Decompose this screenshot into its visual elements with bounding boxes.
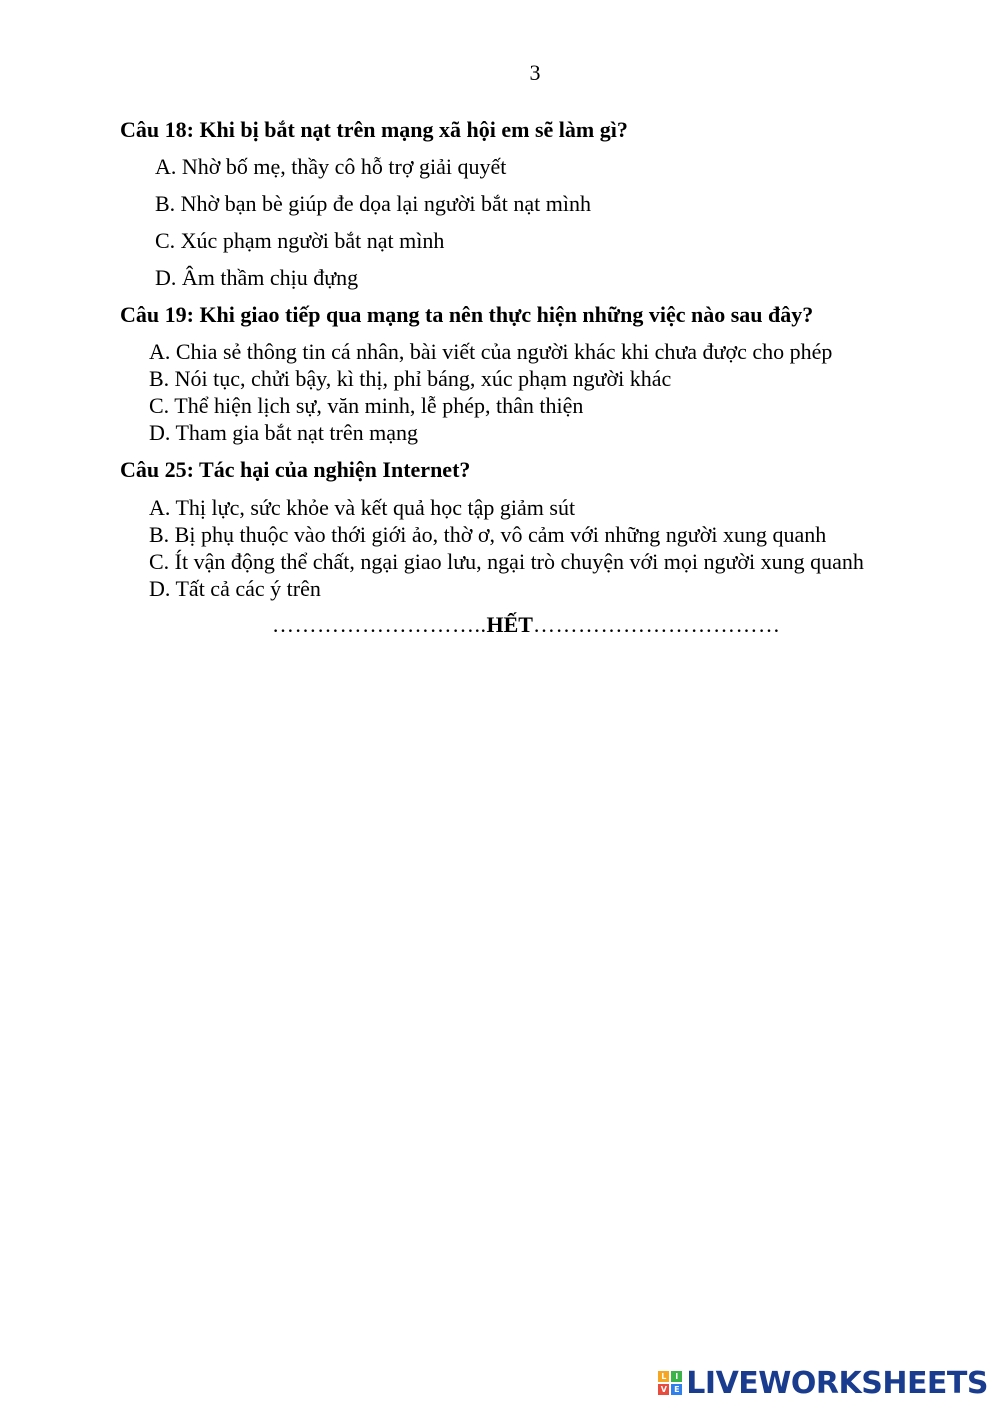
end-leader-right: ……………………………	[532, 612, 781, 637]
question-19-option-d: D. Tham gia bắt nạt trên mạng	[149, 420, 419, 445]
question-25-option-d: D. Tất cả các ý trên	[149, 576, 321, 601]
logo-letter-i: I	[671, 1371, 682, 1382]
question-19-title: Câu 19: Khi giao tiếp qua mạng ta nên thực hiện những việc nào sau đây?	[120, 302, 814, 327]
question-18-option-b: B. Nhờ bạn bè giúp đe dọa lại người bắt nạt mình	[155, 191, 592, 216]
page-number: 3	[529, 60, 541, 85]
question-25-option-a: A. Thị lực, sức khỏe và kết quả học tập giảm sút	[149, 495, 576, 520]
logo-icon	[658, 1371, 682, 1395]
question-25-option-c: C. Ít vận động thể chất, ngại giao lưu, ngại trò chuyện với mọi người xung quanh	[149, 549, 864, 574]
question-18-option-a: A. Nhờ bố mẹ, thầy cô hỗ trợ giải quyết	[155, 154, 507, 179]
question-25-option-b: B. Bị phụ thuộc vào thới giới ảo, thờ ơ, vô cảm với những người xung quanh	[149, 522, 827, 547]
question-25-title: Câu 25: Tác hại của nghiện Internet?	[120, 457, 471, 482]
end-leader-left: ………………………..	[272, 612, 487, 637]
end-label: HẾT	[486, 612, 533, 637]
end-marker	[272, 612, 780, 638]
logo-letter-v: V	[658, 1384, 669, 1395]
liveworksheets-logo	[658, 1366, 988, 1400]
question-18-title: Câu 18: Khi bị bắt nạt trên mạng xã hội em sẽ làm gì?	[120, 117, 628, 142]
question-19-option-b: B. Nói tục, chửi bậy, kì thị, phỉ báng, xúc phạm người khác	[149, 366, 672, 391]
question-19-option-c: C. Thể hiện lịch sự, văn minh, lễ phép, thân thiện	[149, 393, 584, 418]
brand-name: LIVEWORKSHEETS	[686, 1365, 988, 1401]
logo-letter-l: L	[658, 1371, 669, 1382]
question-18-option-d: D. Âm thầm chịu đựng	[155, 265, 359, 290]
question-18-option-c: C. Xúc phạm người bắt nạt mình	[155, 228, 445, 253]
question-19-option-a: A. Chia sẻ thông tin cá nhân, bài viết của người khác khi chưa được cho phép	[149, 339, 833, 364]
logo-letter-e: E	[671, 1384, 682, 1395]
